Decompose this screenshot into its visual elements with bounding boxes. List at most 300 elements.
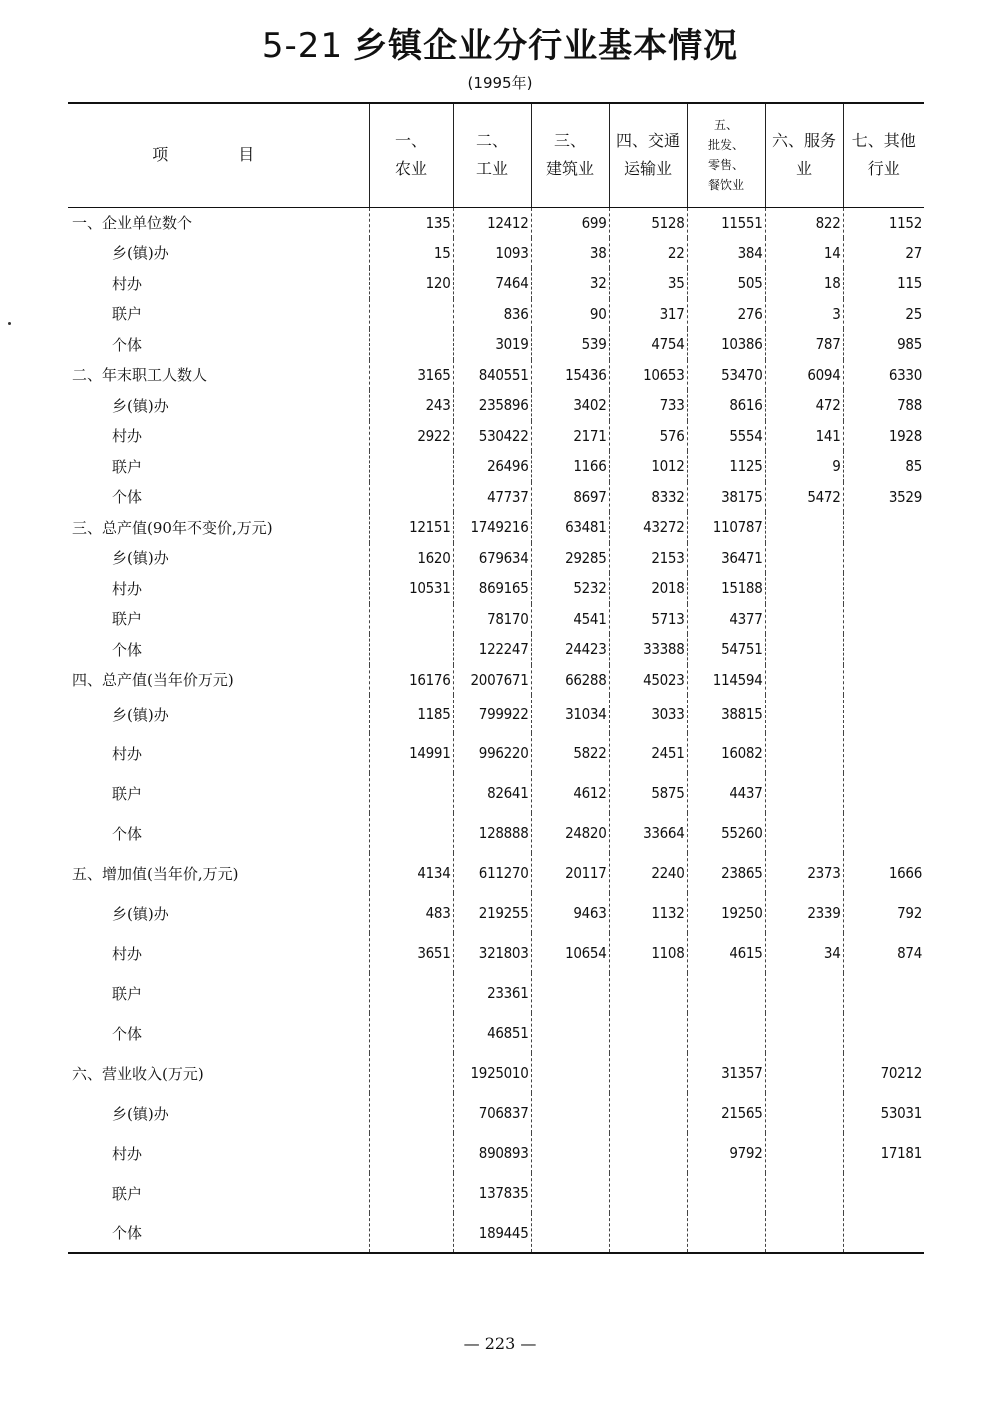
value-cell: 822: [765, 207, 843, 238]
row-sub-label: 个体: [112, 1024, 143, 1043]
value-cell: 3529: [843, 482, 924, 513]
column-header-5: [687, 103, 765, 207]
value-cell: 2153: [609, 543, 687, 574]
value-cell: [843, 604, 924, 635]
value-cell: 17181: [843, 1133, 924, 1173]
header-row: [68, 103, 924, 207]
header-text: 五、: [713, 118, 738, 133]
value-cell: 1620: [369, 543, 453, 574]
value-cell: 1166: [531, 451, 609, 482]
value-cell: [765, 1053, 843, 1093]
value-cell: 1749216: [453, 512, 531, 543]
value-cell: 1666: [843, 853, 924, 893]
value-cell: 2018: [609, 573, 687, 604]
value-cell: 1108: [609, 933, 687, 973]
header-text: 六、服务业: [771, 131, 836, 179]
row-sub-label: 联户: [112, 1184, 143, 1203]
value-cell: 9463: [531, 893, 609, 933]
table-row: [68, 299, 924, 330]
row-sub-label: 乡(镇)办: [112, 705, 169, 724]
value-cell: 12412: [453, 207, 531, 238]
table-body: [68, 207, 924, 1253]
year-subtitle: (1995年): [467, 74, 533, 92]
value-cell: 54751: [687, 634, 765, 665]
value-cell: 996220: [453, 733, 531, 773]
value-cell: 16082: [687, 733, 765, 773]
table-row: [68, 634, 924, 665]
industry-table-container: [68, 102, 924, 1254]
value-cell: [369, 1213, 453, 1253]
value-cell: 3019: [453, 329, 531, 360]
value-cell: 23865: [687, 853, 765, 893]
value-cell: 505: [687, 268, 765, 299]
value-cell: [531, 1013, 609, 1053]
row-category-label: 六、营业收入(万元): [72, 1064, 204, 1083]
value-cell: [369, 1053, 453, 1093]
row-sub-label: 乡(镇)办: [112, 1104, 169, 1123]
value-cell: 5232: [531, 573, 609, 604]
row-sub-label: 联户: [112, 984, 143, 1003]
value-cell: 23361: [453, 973, 531, 1013]
value-cell: [531, 1133, 609, 1173]
row-sub-label: 村办: [112, 579, 143, 598]
header-text: 餐饮业: [707, 178, 744, 193]
value-cell: 530422: [453, 421, 531, 452]
value-cell: [843, 1213, 924, 1253]
value-cell: 137835: [453, 1173, 531, 1213]
table-row: [68, 933, 924, 973]
value-cell: 10653: [609, 360, 687, 391]
value-cell: [843, 973, 924, 1013]
value-cell: 38: [531, 238, 609, 269]
value-cell: 38175: [687, 482, 765, 513]
value-cell: 46851: [453, 1013, 531, 1053]
table-row: [68, 573, 924, 604]
value-cell: [609, 1053, 687, 1093]
industry-table: [68, 102, 924, 1254]
row-sub-label: 村办: [112, 944, 143, 963]
value-cell: 135: [369, 207, 453, 238]
value-cell: [765, 1133, 843, 1173]
value-cell: [843, 773, 924, 813]
value-cell: [369, 1013, 453, 1053]
value-cell: [369, 299, 453, 330]
value-cell: 11551: [687, 207, 765, 238]
row-sub-label: 联户: [112, 457, 143, 476]
value-cell: [531, 1093, 609, 1133]
value-cell: 733: [609, 390, 687, 421]
row-sub-label: 村办: [112, 1144, 143, 1163]
value-cell: 2240: [609, 853, 687, 893]
header-text: 四、交通: [615, 131, 680, 151]
value-cell: [765, 665, 843, 696]
header-text: 农业: [394, 159, 427, 179]
value-cell: [531, 1173, 609, 1213]
value-cell: 2922: [369, 421, 453, 452]
value-cell: [843, 813, 924, 853]
value-cell: 2373: [765, 853, 843, 893]
value-cell: 32: [531, 268, 609, 299]
value-cell: 611270: [453, 853, 531, 893]
table-row: [68, 238, 924, 269]
title-text: 乡镇企业分行业基本情况: [353, 26, 739, 66]
value-cell: [369, 604, 453, 635]
value-cell: 78170: [453, 604, 531, 635]
value-cell: [687, 1173, 765, 1213]
header-text: 二、: [475, 131, 508, 151]
value-cell: 219255: [453, 893, 531, 933]
value-cell: 836: [453, 299, 531, 330]
value-cell: 10386: [687, 329, 765, 360]
value-cell: [765, 813, 843, 853]
value-cell: [765, 573, 843, 604]
value-cell: [765, 634, 843, 665]
row-sub-label: 乡(镇)办: [112, 244, 169, 263]
value-cell: [843, 512, 924, 543]
value-cell: 5554: [687, 421, 765, 452]
value-cell: [609, 1213, 687, 1253]
value-cell: [531, 973, 609, 1013]
value-cell: 2451: [609, 733, 687, 773]
value-cell: 31357: [687, 1053, 765, 1093]
value-cell: 24423: [531, 634, 609, 665]
value-cell: [609, 1133, 687, 1173]
row-sub-label: 个体: [68, 1213, 369, 1253]
value-cell: 840551: [453, 360, 531, 391]
value-cell: 576: [609, 421, 687, 452]
table-row: [68, 973, 924, 1013]
value-cell: [843, 733, 924, 773]
value-cell: 70212: [843, 1053, 924, 1093]
value-cell: [687, 1213, 765, 1253]
value-cell: 1093: [453, 238, 531, 269]
header-text: 运输业: [623, 159, 672, 179]
value-cell: [369, 973, 453, 1013]
value-cell: 128888: [453, 813, 531, 853]
value-cell: 35: [609, 268, 687, 299]
value-cell: [765, 512, 843, 543]
value-cell: 4541: [531, 604, 609, 635]
value-cell: 5472: [765, 482, 843, 513]
value-cell: 3651: [369, 933, 453, 973]
header-text: 三、: [553, 131, 586, 151]
value-cell: [843, 573, 924, 604]
value-cell: [369, 813, 453, 853]
value-cell: [369, 1093, 453, 1133]
value-cell: [765, 1173, 843, 1213]
table-row: [68, 421, 924, 452]
value-cell: 9792: [687, 1133, 765, 1173]
table-row: [68, 482, 924, 513]
value-cell: 8332: [609, 482, 687, 513]
value-cell: [531, 1213, 609, 1253]
value-cell: 243: [369, 390, 453, 421]
row-sub-label: 村办: [112, 274, 143, 293]
table-row: [68, 329, 924, 360]
value-cell: 18: [765, 268, 843, 299]
table-number: 5-21: [261, 26, 344, 66]
value-cell: 15188: [687, 573, 765, 604]
value-cell: 8697: [531, 482, 609, 513]
value-cell: 4754: [609, 329, 687, 360]
value-cell: [765, 604, 843, 635]
value-cell: 82641: [453, 773, 531, 813]
value-cell: 43272: [609, 512, 687, 543]
value-cell: 189445: [453, 1213, 531, 1253]
value-cell: 26496: [453, 451, 531, 482]
value-cell: 5713: [609, 604, 687, 635]
table-row: [68, 773, 924, 813]
column-header-2: [453, 103, 531, 207]
value-cell: 787: [765, 329, 843, 360]
row-sub-label: 联户: [112, 610, 143, 629]
value-cell: 90: [531, 299, 609, 330]
value-cell: 15: [369, 238, 453, 269]
value-cell: 9: [765, 451, 843, 482]
value-cell: [369, 1173, 453, 1213]
value-cell: 874: [843, 933, 924, 973]
value-cell: 33664: [609, 813, 687, 853]
table-row: [68, 360, 924, 391]
value-cell: 985: [843, 329, 924, 360]
value-cell: 3402: [531, 390, 609, 421]
value-cell: 36471: [687, 543, 765, 574]
header-text: 目: [238, 145, 325, 165]
column-header-0: [68, 103, 369, 207]
value-cell: 34: [765, 933, 843, 973]
table-header: [68, 103, 924, 207]
table-row: [68, 695, 924, 733]
header-text: 工业: [475, 159, 508, 179]
value-cell: [609, 1173, 687, 1213]
value-cell: 276: [687, 299, 765, 330]
value-cell: 6330: [843, 360, 924, 391]
value-cell: 4612: [531, 773, 609, 813]
value-cell: 31034: [531, 695, 609, 733]
value-cell: 22: [609, 238, 687, 269]
row-sub-label: 个体: [112, 335, 143, 354]
value-cell: [765, 1013, 843, 1053]
table-row: [68, 604, 924, 635]
row-sub-label: 乡(镇)办: [112, 396, 169, 415]
page-title: [0, 18, 1000, 67]
value-cell: 63481: [531, 512, 609, 543]
value-cell: 12151: [369, 512, 453, 543]
value-cell: 4437: [687, 773, 765, 813]
value-cell: 15436: [531, 360, 609, 391]
header-text: 零售、: [707, 158, 744, 173]
value-cell: 321803: [453, 933, 531, 973]
value-cell: 235896: [453, 390, 531, 421]
header-text: 批发、: [707, 138, 744, 153]
row-sub-label: 个体: [112, 640, 143, 659]
table-row: [68, 1213, 924, 1253]
value-cell: 1012: [609, 451, 687, 482]
table-row: [68, 1053, 924, 1093]
value-cell: 788: [843, 390, 924, 421]
table-row: [68, 1093, 924, 1133]
value-cell: 55260: [687, 813, 765, 853]
value-cell: [609, 1013, 687, 1053]
value-cell: 890893: [453, 1133, 531, 1173]
row-category-label: 四、总产值(当年价万元): [72, 671, 234, 690]
page-number: — 223 —: [463, 1334, 537, 1353]
table-row: [68, 268, 924, 299]
value-cell: 2171: [531, 421, 609, 452]
scan-speck: [8, 322, 11, 325]
value-cell: [843, 634, 924, 665]
table-row: [68, 733, 924, 773]
value-cell: 799922: [453, 695, 531, 733]
value-cell: [765, 1093, 843, 1133]
value-cell: [609, 1093, 687, 1133]
row-sub-label: 乡(镇)办: [112, 549, 169, 568]
value-cell: [531, 1053, 609, 1093]
row-category-label: 一、企业单位数个: [72, 214, 193, 232]
value-cell: 25: [843, 299, 924, 330]
value-cell: 45023: [609, 665, 687, 696]
value-cell: 5875: [609, 773, 687, 813]
value-cell: [843, 695, 924, 733]
value-cell: 792: [843, 893, 924, 933]
value-cell: 472: [765, 390, 843, 421]
value-cell: 1132: [609, 893, 687, 933]
value-cell: 10531: [369, 573, 453, 604]
row-sub-label: 联户: [112, 305, 143, 324]
value-cell: 10654: [531, 933, 609, 973]
value-cell: 483: [369, 893, 453, 933]
value-cell: 141: [765, 421, 843, 452]
value-cell: 114594: [687, 665, 765, 696]
table-row: [68, 1013, 924, 1053]
table-row: [68, 1133, 924, 1173]
value-cell: 6094: [765, 360, 843, 391]
value-cell: 27: [843, 238, 924, 269]
table-row: [68, 512, 924, 543]
value-cell: 3165: [369, 360, 453, 391]
value-cell: [765, 973, 843, 1013]
value-cell: 699: [531, 207, 609, 238]
value-cell: [843, 1173, 924, 1213]
value-cell: [369, 482, 453, 513]
header-text: 建筑业: [545, 159, 594, 179]
header-text: 行业: [867, 159, 900, 179]
row-sub-label: 村办: [112, 744, 143, 763]
row-category-label: 五、增加值(当年价,万元): [72, 864, 239, 883]
value-cell: 20117: [531, 853, 609, 893]
value-cell: [843, 543, 924, 574]
value-cell: 14: [765, 238, 843, 269]
value-cell: 5822: [531, 733, 609, 773]
table-row: [68, 207, 924, 238]
value-cell: 66288: [531, 665, 609, 696]
value-cell: 3033: [609, 695, 687, 733]
value-cell: 19250: [687, 893, 765, 933]
value-cell: 33388: [609, 634, 687, 665]
value-cell: 53470: [687, 360, 765, 391]
column-header-6: [765, 103, 843, 207]
value-cell: [843, 665, 924, 696]
value-cell: 14991: [369, 733, 453, 773]
value-cell: 53031: [843, 1093, 924, 1133]
value-cell: 29285: [531, 543, 609, 574]
value-cell: 47737: [453, 482, 531, 513]
value-cell: [843, 1013, 924, 1053]
row-sub-label: 联户: [112, 784, 143, 803]
table-row: [68, 813, 924, 853]
value-cell: 4134: [369, 853, 453, 893]
value-cell: 21565: [687, 1093, 765, 1133]
value-cell: 4615: [687, 933, 765, 973]
table-row: [68, 893, 924, 933]
value-cell: [765, 543, 843, 574]
row-sub-label: 个体: [112, 824, 143, 843]
value-cell: 120: [369, 268, 453, 299]
value-cell: [369, 451, 453, 482]
value-cell: 85: [843, 451, 924, 482]
value-cell: [609, 973, 687, 1013]
row-category-label: 二、年末职工人数人: [72, 366, 208, 385]
row-sub-label: 村办: [112, 427, 143, 446]
value-cell: 1928: [843, 421, 924, 452]
row-sub-label: 个体: [112, 488, 143, 507]
table-row: [68, 853, 924, 893]
row-sub-label: 乡(镇)办: [112, 904, 169, 923]
value-cell: 1152: [843, 207, 924, 238]
table-row: [68, 451, 924, 482]
value-cell: 679634: [453, 543, 531, 574]
table-row: [68, 1173, 924, 1213]
value-cell: 539: [531, 329, 609, 360]
row-category-label: 三、总产值(90年不变价,万元): [72, 518, 273, 537]
value-cell: 122247: [453, 634, 531, 665]
value-cell: 4377: [687, 604, 765, 635]
value-cell: [369, 773, 453, 813]
value-cell: 384: [687, 238, 765, 269]
value-cell: 24820: [531, 813, 609, 853]
value-cell: [765, 1213, 843, 1253]
value-cell: 2007671: [453, 665, 531, 696]
header-text: 项: [152, 145, 239, 165]
column-header-3: [531, 103, 609, 207]
column-header-4: [609, 103, 687, 207]
value-cell: 110787: [687, 512, 765, 543]
value-cell: 115: [843, 268, 924, 299]
value-cell: 317: [609, 299, 687, 330]
column-header-1: [369, 103, 453, 207]
value-cell: [765, 695, 843, 733]
value-cell: 7464: [453, 268, 531, 299]
value-cell: [369, 329, 453, 360]
value-cell: 706837: [453, 1093, 531, 1133]
value-cell: 1925010: [453, 1053, 531, 1093]
value-cell: 5128: [609, 207, 687, 238]
value-cell: [687, 1013, 765, 1053]
value-cell: [687, 973, 765, 1013]
table-row: [68, 543, 924, 574]
value-cell: 1125: [687, 451, 765, 482]
value-cell: [369, 634, 453, 665]
header-text: 七、其他: [851, 131, 916, 151]
value-cell: [765, 733, 843, 773]
table-row: [68, 665, 924, 696]
value-cell: 1185: [369, 695, 453, 733]
value-cell: 38815: [687, 695, 765, 733]
column-header-7: [843, 103, 924, 207]
value-cell: 869165: [453, 573, 531, 604]
table-row: [68, 390, 924, 421]
value-cell: [369, 1133, 453, 1173]
